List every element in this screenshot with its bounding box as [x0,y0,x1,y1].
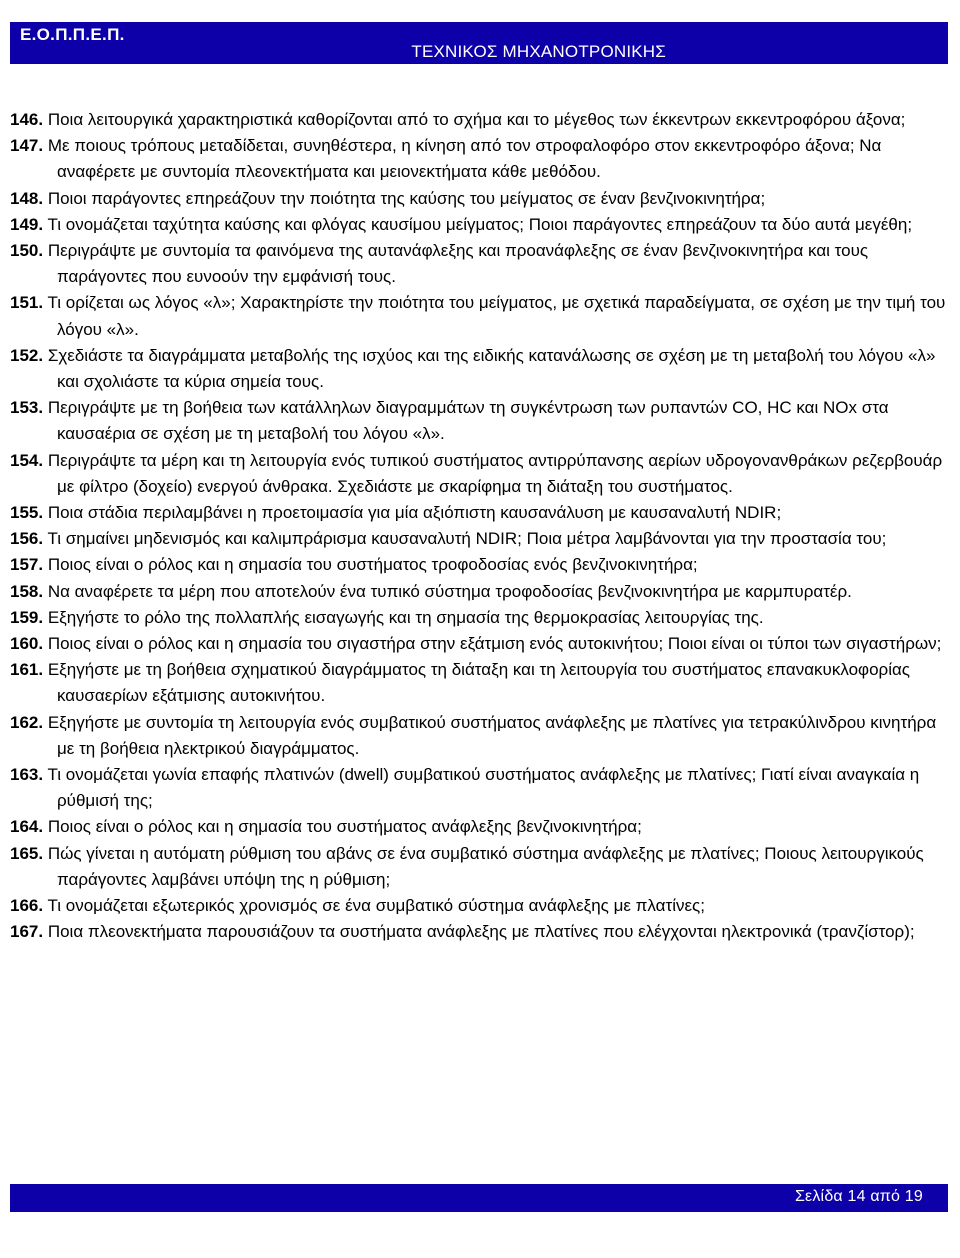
page-header [10,22,948,64]
question-text: Ποια πλεονεκτήματα παρουσιάζουν τα συστήματα ανάφλεξης με πλατίνες που ελέγχονται ηλεκτρονικά (τρανζίστορ); [47,922,915,942]
question-number: 149. [10,214,44,234]
question-number: 151. [10,293,44,313]
question-text: Εξηγήστε με συντομία τη λειτουργία ενός συμβατικού συστήματος ανάφλεξης με πλατίνες για τετρακύλινδρου κινητήρα με τη βοήθεια ηλεκτρικού διαγράμματος. [47,712,937,758]
question-text: Εξηγήστε το ρόλο της πολλαπλής εισαγωγής και τη σημασία της θερμοκρασίας λειτουργίας της. [47,607,764,627]
question-number: 159. [10,607,44,627]
question-item [10,343,950,395]
question-text: Περιγράψτε με συντομία τα φαινόμενα της αυτανάφλεξης και προανάφλεξης σε έναν βενζινοκινητήρα και τους παράγοντες που ευνοούν την εμφάνισή τους. [47,241,869,287]
question-item [10,133,950,185]
question-item [10,814,950,840]
question-number: 160. [10,634,44,654]
question-item [10,710,950,762]
question-item [10,631,950,657]
question-number: 164. [10,817,44,837]
question-text: Ποιος είναι ο ρόλος και η σημασία του σιγαστήρα στην εξάτμιση ενός αυτοκινήτου; Ποιοι είναι οι τύποι των σιγαστήρων; [47,634,942,654]
question-item [10,841,950,893]
question-text: Περιγράψτε με τη βοήθεια των κατάλληλων διαγραμμάτων τη συγκέντρωση των ρυπαντών CO, HC και NOx στα καυσαέρια σε σχέση με τη μεταβολή του λόγου «λ». [47,398,889,444]
question-number: 157. [10,555,44,575]
question-text: Ποια στάδια περιλαμβάνει η προετοιμασία για μία αξιόπιστη καυσανάλυση με καυσαναλυτή NDIR; [47,503,782,523]
question-number: 163. [10,765,44,785]
question-number: 162. [10,712,44,732]
question-number: 150. [10,241,44,261]
question-number: 153. [10,398,44,418]
question-text: Ποιος είναι ο ρόλος και η σημασία του συστήματος τροφοδοσίας ενός βενζινοκινητήρα; [47,555,698,575]
question-number: 154. [10,450,44,470]
question-item [10,238,950,290]
question-item [10,395,950,447]
organization-name: Ε.Ο.Π.Π.Ε.Π. [20,25,125,44]
page-footer [10,1184,948,1212]
question-text: Εξηγήστε με τη βοήθεια σχηματικού διαγράμματος τη διάταξη και τη λειτουργία του συστήματος επανακυκλοφορίας καυσαερίων εξάτμισης αυτοκινήτου. [47,660,910,706]
document-title: ΤΕΧΝΙΚΟΣ ΜΗΧΑΝΟΤΡΟΝΙΚΗΣ [411,42,666,61]
question-text: Ποιος είναι ο ρόλος και η σημασία του συστήματος ανάφλεξης βενζινοκινητήρα; [47,817,642,837]
question-number: 165. [10,843,44,863]
question-text: Τι ονομάζεται εξωτερικός χρονισμός σε ένα συμβατικό σύστημα ανάφλεξης με πλατίνες; [47,896,705,916]
question-number: 156. [10,529,44,549]
question-number: 166. [10,896,44,916]
question-list [10,107,950,946]
question-number: 155. [10,503,44,523]
question-number: 152. [10,345,44,365]
question-text: Περιγράψτε τα μέρη και τη λειτουργία ενός τυπικού συστήματος αντιρρύπανσης αερίων υδρογονανθράκων ρεζερβουάρ με φίλτρο (δοχείο) ενεργού άνθρακα. Σχεδιάστε με σκαρίφημα τη διάταξη του συστήματος. [47,450,943,496]
question-item [10,526,950,552]
question-text: Τι ονομάζεται γωνία επαφής πλατινών (dwell) συμβατικού συστήματος ανάφλεξης με πλατίνες; Γιατί είναι αναγκαία η ρύθμισή της; [47,765,920,811]
question-item [10,448,950,500]
question-item [10,579,950,605]
question-item [10,290,950,342]
question-item [10,893,950,919]
question-item [10,919,950,945]
question-item [10,107,950,133]
question-item [10,762,950,814]
question-number: 146. [10,110,44,129]
question-number: 147. [10,136,44,156]
question-text: Ποιοι παράγοντες επηρεάζουν την ποιότητα της καύσης του μείγματος σε έναν βενζινοκινητήρα; [47,188,766,208]
question-item [10,186,950,212]
question-item [10,605,950,631]
question-item [10,657,950,709]
page-number: Σελίδα 14 από 19 [794,1188,923,1205]
question-text: Τι ορίζεται ως λόγος «λ»; Χαρακτηρίστε την ποιότητα του μείγματος, με σχετικά παραδείγματα, σε σχέση με την τιμή του λόγου «λ». [47,293,946,339]
question-text: Πώς γίνεται η αυτόματη ρύθμιση του αβάνς σε ένα συμβατικό σύστημα ανάφλεξης με πλατίνες; Ποιους λειτουργικούς παράγοντες λαμβάνει υπόψη της η ρύθμιση; [47,843,924,889]
question-number: 167. [10,922,44,942]
question-number: 161. [10,660,44,680]
question-text: Τι ονομάζεται ταχύτητα καύσης και φλόγας καυσίμου μείγματος; Ποιοι παράγοντες επηρεάζουν τα δύο αυτά μεγέθη; [47,214,913,234]
question-text: Να αναφέρετε τα μέρη που αποτελούν ένα τυπικό σύστημα τροφοδοσίας βενζινοκινητήρα με καρμπυρατέρ. [47,581,852,601]
question-item [10,212,950,238]
question-number: 148. [10,188,44,208]
question-number: 158. [10,581,44,601]
question-item [10,500,950,526]
question-text: Ποια λειτουργικά χαρακτηριστικά καθορίζονται από το σχήμα και το μέγεθος των έκκεντρων εκκεντροφόρου άξονα; [47,110,906,129]
question-text: Με ποιους τρόπους μεταδίδεται, συνηθέστερα, η κίνηση από τον στροφαλοφόρο στον εκκεντροφόρο άξονα; Να αναφέρετε με συντομία πλεονεκτήματα και μειονεκτήματα κάθε μεθόδου. [47,136,882,182]
question-text: Σχεδιάστε τα διαγράμματα μεταβολής της ισχύος και της ειδικής κατανάλωσης σε σχέση με τη μεταβολή του λόγου «λ» και σχολιάστε τα κύρια σημεία τους. [47,345,936,392]
question-text: Τι σημαίνει μηδενισμός και καλιμπράρισμα καυσαναλυτή NDIR; Ποια μέτρα λαμβάνονται για την προστασία του; [47,529,887,549]
question-item [10,552,950,578]
